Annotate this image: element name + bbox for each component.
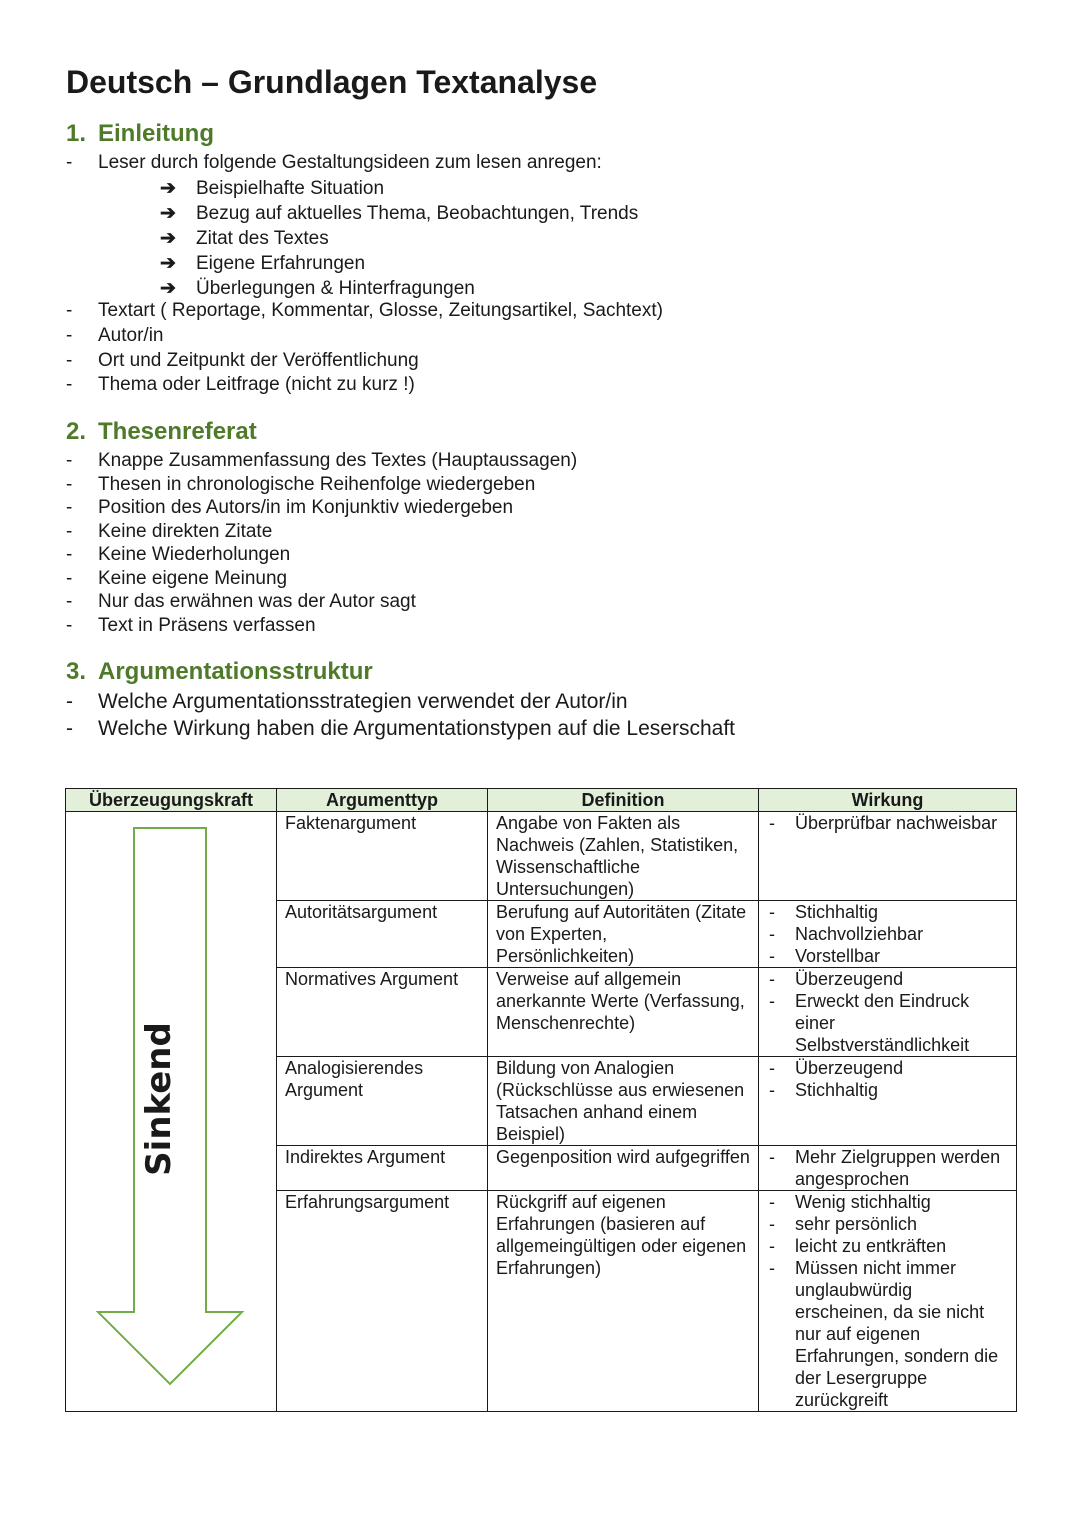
list-item: - Textart ( Reportage, Kommentar, Glosse, Zeitungsartikel, Sachtext) xyxy=(66,299,663,324)
section3-title: Argumentationsstruktur xyxy=(98,658,373,685)
definition-cell: Bildung von Analogien (Rückschlüsse aus erwiesenen Tatsachen anhand einem Beispiel) xyxy=(488,1057,759,1146)
list-item: - Nur das erwähnen was der Autor sagt xyxy=(66,590,577,614)
effect-item: - Mehr Zielgruppen werden angesprochen xyxy=(761,1146,1008,1190)
idea-item: ➔ Zitat des Textes xyxy=(160,228,329,249)
effect-item: - Überzeugend xyxy=(761,968,1008,990)
list-item: - Knappe Zusammenfassung des Textes (Hauptaussagen) xyxy=(66,449,577,473)
list-item: - Position des Autors/in im Konjunktiv wiedergeben xyxy=(66,496,577,520)
arrow-right-icon: ➔ xyxy=(160,228,176,249)
idea-item: ➔ Überlegungen & Hinterfragungen xyxy=(160,278,475,299)
type-cell: Autoritätsargument xyxy=(277,901,488,968)
list-item: - Keine Wiederholungen xyxy=(66,543,577,567)
list-item: - Keine eigene Meinung xyxy=(66,567,577,591)
effect-cell xyxy=(759,1146,1017,1191)
definition-cell: Angabe von Fakten als Nachweis (Zahlen, Statistiken, Wissenschaftliche Untersuchungen) xyxy=(488,812,759,901)
effect-item: - leicht zu entkräften xyxy=(761,1235,1008,1257)
list-item: - Welche Wirkung haben die Argumentationstypen auf die Leserschaft xyxy=(66,715,735,742)
section2-number: 2. xyxy=(66,418,87,445)
arrow-right-icon: ➔ xyxy=(160,203,176,224)
effect-item: - sehr persönlich xyxy=(761,1213,1008,1235)
idea-item: ➔ Beispielhafte Situation xyxy=(160,178,385,199)
section1-intro-list xyxy=(66,151,602,176)
type-cell: Erfahrungsargument xyxy=(277,1191,488,1412)
section1-number: 1. xyxy=(66,120,87,147)
header-force: Überzeugungskraft xyxy=(66,789,277,812)
section3-number: 3. xyxy=(66,658,87,685)
list-item: - Ort und Zeitpunkt der Veröffentlichung xyxy=(66,349,663,374)
section2-title: Thesenreferat xyxy=(98,418,257,445)
effect-cell xyxy=(759,1057,1017,1146)
section1-heading xyxy=(66,120,214,148)
down-arrow-icon xyxy=(66,812,277,1408)
definition-cell: Verweise auf allgemein anerkannte Werte (Verfassung, Menschenrechte) xyxy=(488,968,759,1057)
header-definition: Definition xyxy=(488,789,759,812)
effect-item: - Stichhaltig xyxy=(761,901,1008,923)
argument-table xyxy=(65,788,1017,1412)
header-effect: Wirkung xyxy=(759,789,1017,812)
table-header-row xyxy=(66,789,1017,812)
section1-intro: - Leser durch folgende Gestaltungsideen zum lesen anregen: xyxy=(66,151,602,176)
list-item: - Text in Präsens verfassen xyxy=(66,614,577,638)
effect-item: - Überprüfbar nachweisbar xyxy=(761,812,1008,834)
page-title: Deutsch – Grundlagen Textanalyse xyxy=(66,64,598,100)
force-cell xyxy=(66,812,277,1412)
section1-list xyxy=(66,299,663,398)
idea-item: ➔ Eigene Erfahrungen xyxy=(160,253,366,274)
arrow-right-icon: ➔ xyxy=(160,278,176,299)
list-item: - Keine direkten Zitate xyxy=(66,520,577,544)
type-cell: Analogisierendes Argument xyxy=(277,1057,488,1146)
effect-item: - Nachvollziehbar xyxy=(761,923,1008,945)
header-type: Argumenttyp xyxy=(277,789,488,812)
table-row xyxy=(66,812,1017,901)
effect-item: - Erweckt den Eindruck einer Selbstverständlichkeit xyxy=(761,990,1008,1056)
type-cell: Indirektes Argument xyxy=(277,1146,488,1191)
arrow-right-icon: ➔ xyxy=(160,178,176,199)
definition-cell: Rückgriff auf eigenen Erfahrungen (basieren auf allgemeingültigen oder eigenen Erfahrungen) xyxy=(488,1191,759,1412)
section2-heading xyxy=(66,418,257,446)
idea-item: ➔ Bezug auf aktuelles Thema, Beobachtungen, Trends xyxy=(160,203,639,224)
type-cell: Normatives Argument xyxy=(277,968,488,1057)
type-cell: Faktenargument xyxy=(277,812,488,901)
effect-item: - Vorstellbar xyxy=(761,945,1008,967)
section2-list xyxy=(66,449,577,637)
section3-heading xyxy=(66,658,373,686)
definition-cell: Gegenposition wird aufgegriffen xyxy=(488,1146,759,1191)
section1-ideas-list xyxy=(160,176,638,301)
section1-title: Einleitung xyxy=(98,120,214,147)
definition-cell: Berufung auf Autoritäten (Zitate von Experten, Persönlichkeiten) xyxy=(488,901,759,968)
effect-item: - Wenig stichhaltig xyxy=(761,1191,1008,1213)
arrow-right-icon: ➔ xyxy=(160,253,176,274)
section3-list xyxy=(66,688,735,742)
effect-item: - Überzeugend xyxy=(761,1057,1008,1079)
effect-cell xyxy=(759,1191,1017,1412)
effect-cell xyxy=(759,901,1017,968)
list-item: - Welche Argumentationsstrategien verwendet der Autor/in xyxy=(66,688,735,715)
effect-item: - Stichhaltig xyxy=(761,1079,1008,1101)
list-item: - Thesen in chronologische Reihenfolge wiedergeben xyxy=(66,473,577,497)
effect-cell xyxy=(759,968,1017,1057)
list-item: - Thema oder Leitfrage (nicht zu kurz !) xyxy=(66,373,663,398)
list-item: - Autor/in xyxy=(66,324,663,349)
effect-item: - Müssen nicht immer unglaubwürdig erscheinen, da sie nicht nur auf eigenen Erfahrungen, sondern die der Lesergruppe zurückgreift xyxy=(761,1257,1008,1411)
force-label: Sinkend xyxy=(139,1022,179,1176)
effect-cell xyxy=(759,812,1017,901)
